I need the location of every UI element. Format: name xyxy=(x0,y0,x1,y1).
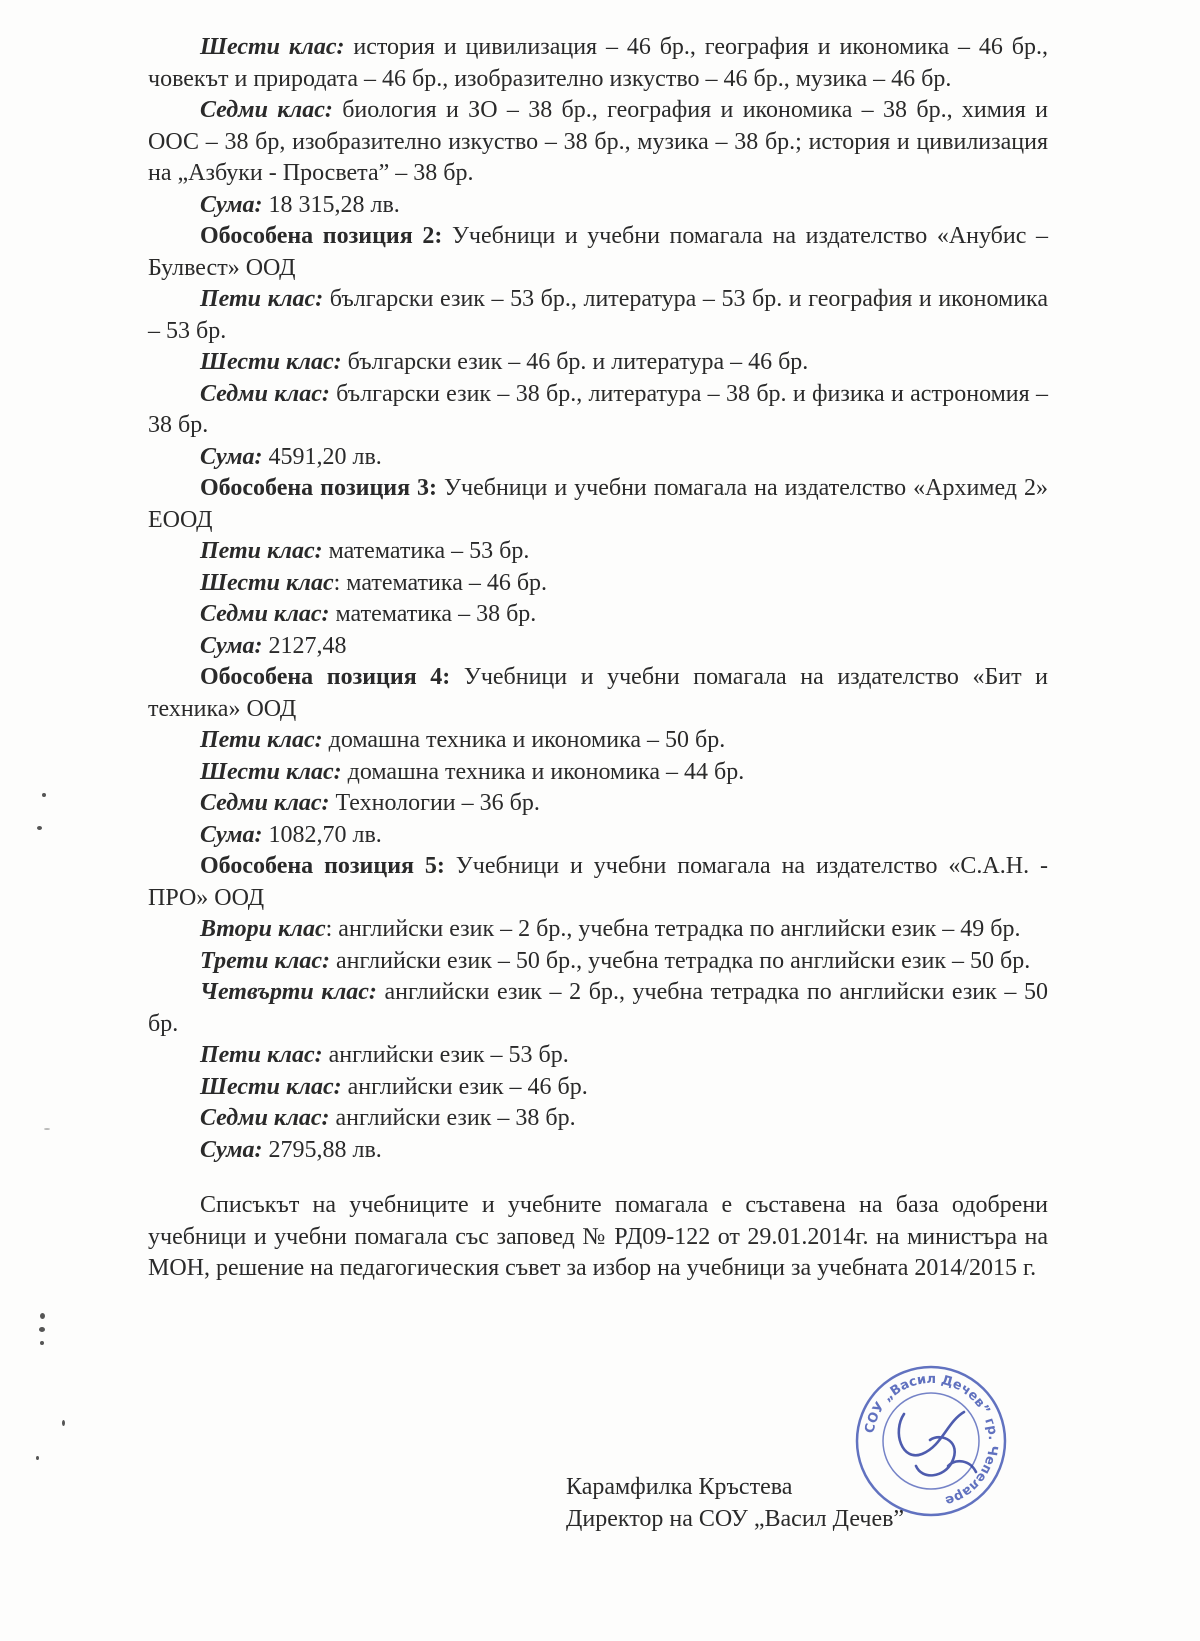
sum-line: Сума: 18 315,28 лв. xyxy=(200,191,400,218)
position-heading: Обособена позиция 4: Учебници и учебни помагала на издателство «Бит и техника» ООД xyxy=(148,664,1048,722)
section-line: Шести клас: домашна техника и икономика – 44 бр. xyxy=(200,758,745,785)
section-line: Шести клас: български език – 46 бр. и литература – 46 бр. xyxy=(200,349,809,375)
signatory-title: Директор на СОУ „Васил Дечев” xyxy=(566,1506,905,1532)
section-line: Шести клас: английски език – 46 бр. xyxy=(200,1073,588,1100)
stamp-ring-text: СОУ „Васил Дечев” гр. Чепеларе xyxy=(862,1371,1001,1509)
signature-block xyxy=(566,1471,904,1535)
position-heading: Обособена позиция 5: Учебници и учебни помагала на издателство «С.А.Н. - ПРО» ООД xyxy=(148,853,1048,911)
sum-line: Сума: 4591,20 лв. xyxy=(200,443,382,470)
sum-line: Сума: 2127,48 xyxy=(200,632,347,659)
paragraph-gap xyxy=(148,1166,1048,1190)
section-line: Пети клас: английски език – 53 бр. xyxy=(200,1042,569,1068)
section-line: Седми клас: Технологии – 36 бр. xyxy=(200,790,540,816)
section-line: Седми клас: български език – 38 бр., литература – 38 бр. и физика и астрономия – 38 бр. xyxy=(148,380,1049,438)
section-line: Седми клас: математика – 38 бр. xyxy=(200,601,537,627)
section-line: Четвърти клас: английски език – 2 бр., учебна тетрадка по английски език – 50 бр. xyxy=(148,979,1048,1037)
scan-speck xyxy=(40,1341,44,1345)
sum-line: Сума: 1082,70 лв. xyxy=(200,821,382,848)
section-line: Шести клас: история и цивилизация – 46 бр., география и икономика – 46 бр., човекът и природата – 46 бр., изобразително изкуство – 46 бр., музика – 46 бр. xyxy=(148,34,1048,92)
document-body xyxy=(148,32,1048,1285)
scan-speck xyxy=(44,1128,50,1130)
section-line: Седми клас: английски език – 38 бр. xyxy=(200,1105,576,1131)
position-heading: Обособена позиция 3: Учебници и учебни помагала на издателство «Архимед 2» ЕООД xyxy=(148,475,1048,533)
section-line: Седми клас: биология и ЗО – 38 бр., география и икономика – 38 бр., химия и ООС – 38 бр, изобразително изкуство – 38 бр., музика – 38 бр.; история и цивилизация на „Азбуки - Просвета” – 38 бр. xyxy=(148,97,1048,186)
scan-speck xyxy=(39,1327,45,1332)
scan-speck xyxy=(37,826,42,830)
scan-speck xyxy=(36,1456,39,1460)
signatory-name: Карамфилка Кръстева xyxy=(566,1474,793,1500)
section-line: Пети клас: математика – 53 бр. xyxy=(200,538,530,564)
section-line: Трети клас: английски език – 50 бр., учебна тетрадка по английски език – 50 бр. xyxy=(200,947,1031,974)
closing-paragraph: Списъкът на учебниците и учебните помагала е съставена на база одобрени учебници и учебни помагала със заповед № РД09-122 от 29.01.2014г. на министъра на МОН, решение на педагогическия съвет за избор на учебници за учебната 2014/2015 г. xyxy=(148,1192,1048,1281)
section-line: Пети клас: домашна техника и икономика – 50 бр. xyxy=(200,727,726,753)
section-line: Шести клас: математика – 46 бр. xyxy=(200,569,548,596)
section-line: Пети клас: български език – 53 бр., литература – 53 бр. и география и икономика – 53 бр. xyxy=(148,286,1048,344)
sum-line: Сума: 2795,88 лв. xyxy=(200,1136,382,1163)
handwritten-signature xyxy=(899,1412,976,1475)
scan-speck xyxy=(40,1313,45,1319)
section-line: Втори клас: английски език – 2 бр., учебна тетрадка по английски език – 49 бр. xyxy=(200,916,1021,942)
scan-speck xyxy=(62,1420,65,1426)
position-heading: Обособена позиция 2: Учебници и учебни помагала на издателство «Анубис – Булвест» ООД xyxy=(148,223,1048,281)
scan-speck xyxy=(42,793,46,797)
